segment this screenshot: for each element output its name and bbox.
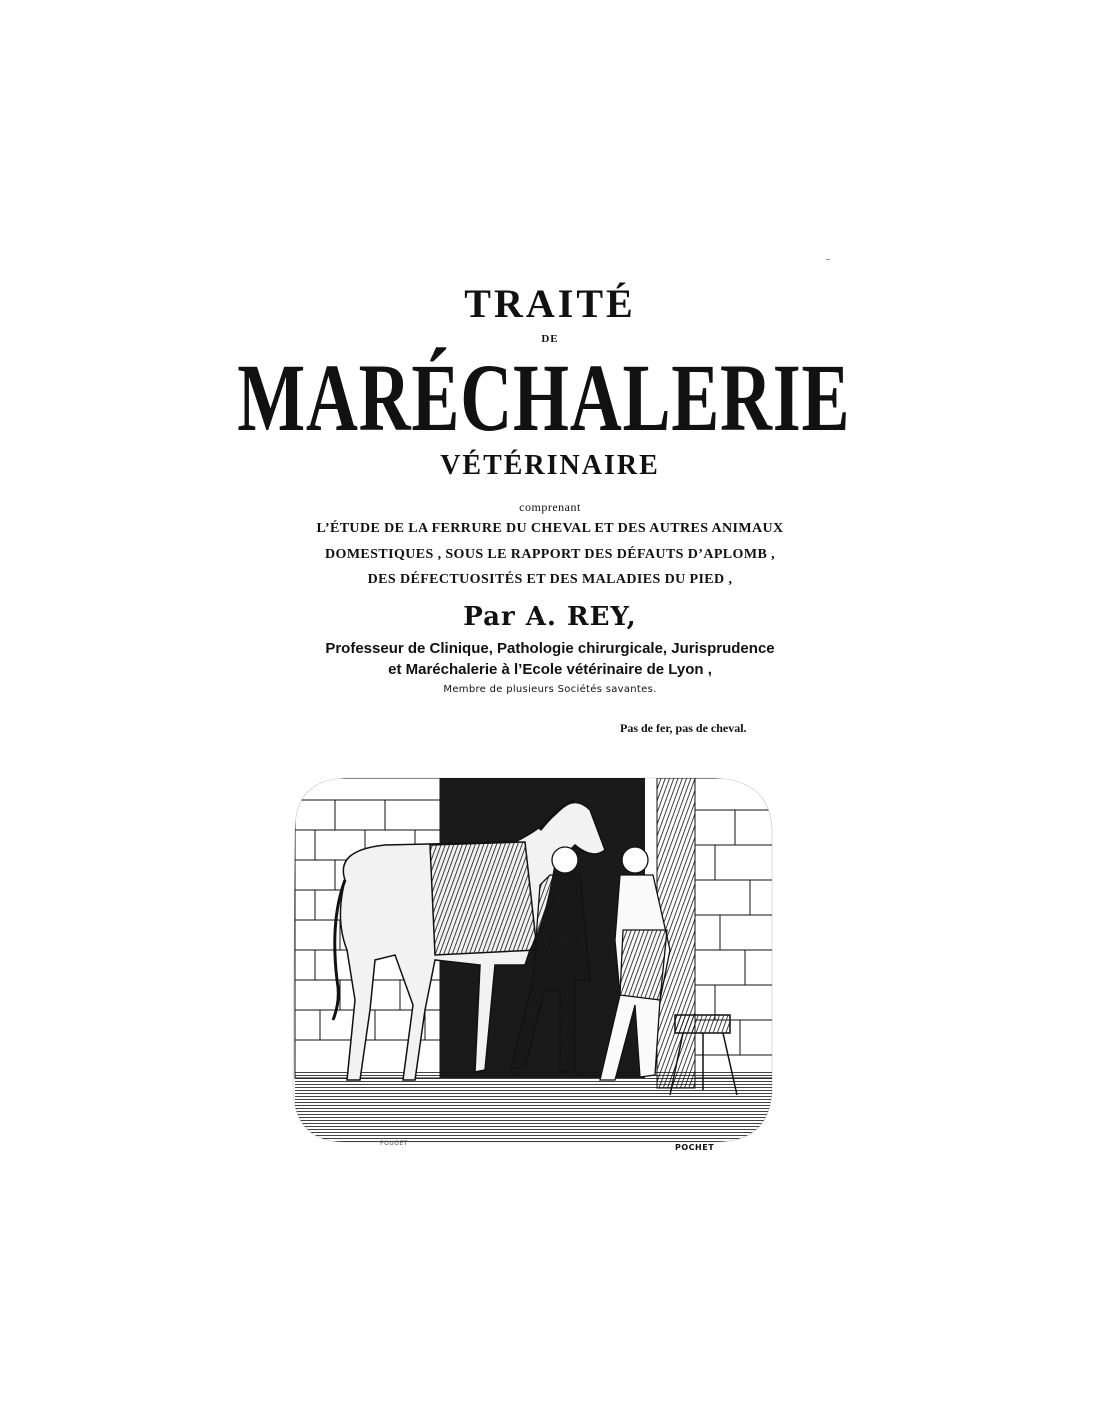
author-name: Par A. REY,	[463, 602, 637, 632]
title-traite: TRAITÉ	[464, 281, 636, 326]
engraver-signature-right: POCHET	[675, 1143, 715, 1152]
motto: Pas de fer, pas de cheval.	[620, 721, 747, 735]
engraver-signature-left: POUGET	[380, 1140, 408, 1147]
comprenant-text: comprenant	[519, 500, 581, 514]
membership-line: Membre de plusieurs Sociétés savantes.	[443, 684, 657, 695]
author-credentials-line: et Maréchalerie à l’Ecole vétérinaire de Lyon ,	[388, 661, 712, 678]
author-credentials-line: Professeur de Clinique, Pathologie chirurgicale, Jurisprudence	[325, 640, 775, 657]
title-de: DE	[541, 333, 559, 345]
farrier-engraving-illustration	[275, 750, 785, 1160]
description-line: DOMESTIQUES , SOUS LE RAPPORT DES DÉFAUTS D’APLOMB ,	[325, 547, 775, 562]
paper-speck	[826, 259, 830, 260]
title-marechalerie: MARÉCHALERIE	[237, 344, 851, 451]
description-line: DES DÉFECTUOSITÉS ET DES MALADIES DU PIED ,	[367, 572, 733, 587]
title-veterinaire: VÉTÉRINAIRE	[440, 450, 660, 481]
engraving-scene	[295, 778, 775, 1145]
description-line: L’ÉTUDE DE LA FERRURE DU CHEVAL ET DES AUTRES ANIMAUX	[316, 521, 784, 536]
